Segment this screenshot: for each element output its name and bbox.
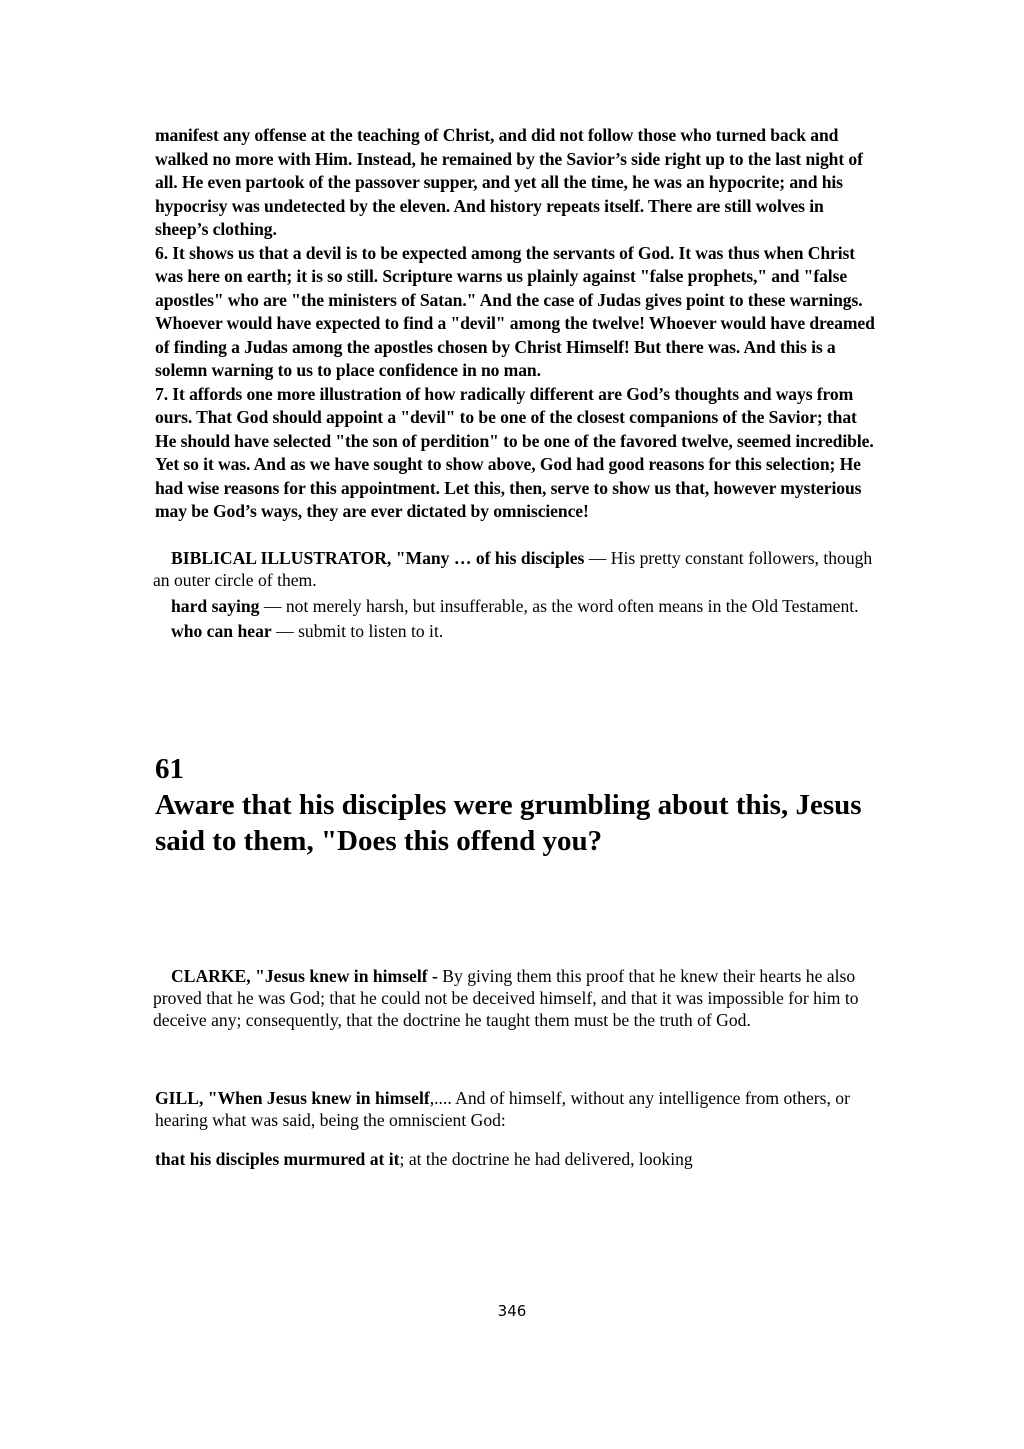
verse-number: 61: [155, 752, 184, 785]
commentary-paragraph: 7. It affords one more illustration of how radically different are God’s thoughts and ways from ours. That God should appoint a "devil" to be one of the closest companions of the Savior; that He should have selected "the son of perdition" to be one of the favored twelve, seemed incredible. Yet so it was. And as we have sought to show above, God had good reasons for this selection; He had wise reasons for this appointment. Let this, then, serve to show us that, however mysterious may be God’s ways, they are ever dictated by omniscience!: [155, 383, 874, 521]
illustrator-text: — not merely harsh, but insufferable, as the word often means in the Old Testament.: [259, 595, 859, 616]
gill-paragraph: [155, 1087, 875, 1131]
commentary-top: [155, 124, 875, 524]
illustrator-paragraph: [153, 547, 875, 592]
illustrator-lemma: hard saying: [171, 595, 260, 616]
commentary-paragraph: manifest any offense at the teaching of Christ, and did not follow those who turned back and walked no more with Him. Instead, he remained by the Savior’s side right up to the last night of all. He even partook of the passover supper, and yet all the time, he was an hypocrite; and his hypocrisy was undetected by the eleven. And history repeats itself. There are still wolves in sheep’s clothing.: [155, 125, 863, 239]
clarke-text: By giving them this proof that he knew their hearts he also proved that he was God; that he could not be deceived himself, and that it was impossible for him to deceive any; consequently, that the doctrine he taught them must be the truth of God.: [153, 965, 859, 1030]
clarke-section: [155, 965, 875, 1031]
gill-text: ,.... And of himself, without any intelligence from others, or hearing what was said, being the omniscient God:: [155, 1087, 850, 1130]
illustrator-text: — His pretty constant followers, though an outer circle of them.: [153, 547, 873, 590]
biblical-illustrator-section: [155, 547, 875, 643]
gill-lemma: GILL, "When Jesus knew in himself: [155, 1087, 430, 1108]
gill-lemma: that his disciples murmured at it: [155, 1148, 400, 1169]
illustrator-paragraph: [153, 595, 875, 618]
gill-section: [155, 1087, 875, 1171]
illustrator-text: — submit to listen to it.: [271, 621, 444, 641]
clarke-lemma: CLARKE, "Jesus knew in himself -: [171, 965, 443, 986]
clarke-paragraph: [153, 965, 875, 1031]
commentary-paragraph: 6. It shows us that a devil is to be expected among the servants of God. It was thus when Christ was here on earth; it is so still. Scripture warns us plainly against "false prophets," and "false apostles" who are "the ministers of Satan." And the case of Judas gives point to these warnings. Whoever would have expected to find a "devil" among the twelve! Whoever would have dreamed of finding a Judas among the apostles chosen by Christ Himself! But there was. And this is a solemn warning to us to place confidence in no man.: [155, 242, 875, 380]
page-content: [155, 124, 875, 1170]
gill-paragraph: [155, 1148, 875, 1171]
illustrator-paragraph: [153, 620, 875, 643]
verse-heading: [155, 751, 875, 859]
page-number: 346: [497, 1302, 527, 1320]
illustrator-lemma: BIBLICAL ILLUSTRATOR, "Many … of his disciples: [171, 547, 585, 568]
illustrator-lemma: who can hear: [171, 621, 272, 641]
verse-text: Aware that his disciples were grumbling about this, Jesus said to them, "Does this offend you?: [155, 788, 862, 857]
gill-text: ; at the doctrine he had delivered, looking: [399, 1148, 693, 1169]
